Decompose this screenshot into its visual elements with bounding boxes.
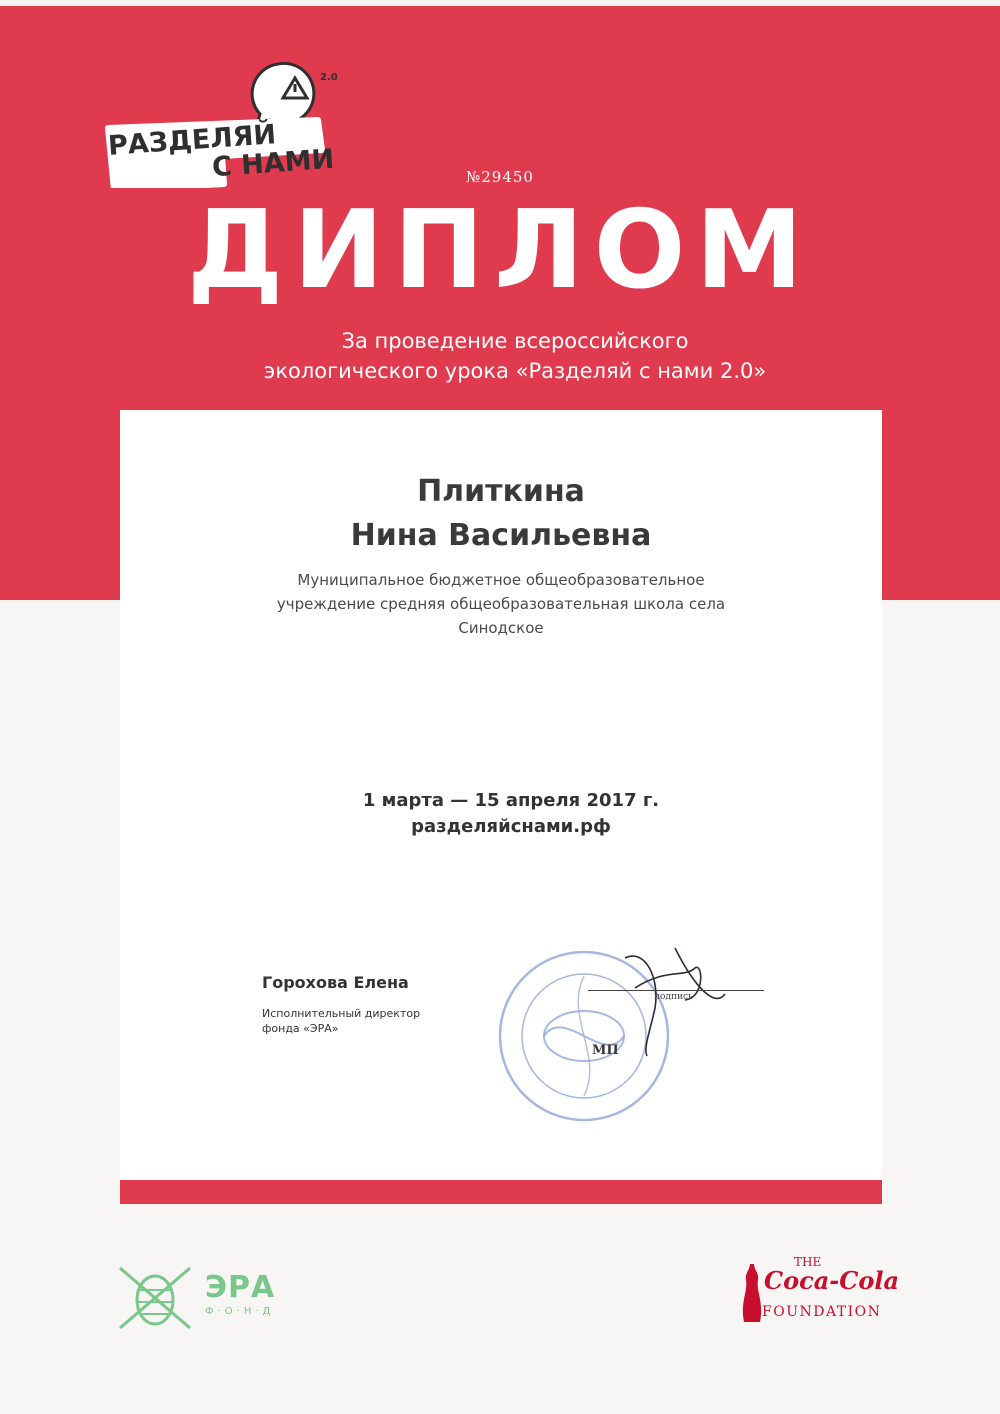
org-line1: Муниципальное бюджетное общеобразовательное bbox=[297, 571, 705, 589]
logo-line2: С НАМИ bbox=[211, 143, 336, 184]
recipient-surname: Плиткина bbox=[417, 474, 585, 509]
subtitle-line2: экологического урока «Разделяй с нами 2.0» bbox=[263, 359, 767, 383]
org-line3: Синодское bbox=[458, 619, 544, 637]
diploma-subtitle bbox=[0, 326, 1000, 386]
signatory-role-line2: фонда «ЭРА» bbox=[262, 1022, 339, 1035]
logo-line1: РАЗДЕЛЯЙ bbox=[107, 119, 278, 162]
signature-line bbox=[588, 990, 764, 991]
org-line2: учреждение средняя общеобразовательная школа села bbox=[276, 595, 726, 613]
event-info bbox=[120, 788, 902, 840]
scan-edge bbox=[0, 0, 1000, 6]
event-website: разделяйснами.рф bbox=[411, 816, 611, 837]
event-dates: 1 марта — 15 апреля 2017 г. bbox=[362, 790, 660, 811]
era-name: ЭРА bbox=[205, 1270, 276, 1305]
coke-foundation: FOUNDATION bbox=[762, 1304, 882, 1320]
bleed-through-text bbox=[0, 845, 1000, 891]
seal-mark: МП bbox=[592, 1043, 619, 1058]
recipient-given-names: Нина Васильевна bbox=[350, 518, 652, 553]
recipient-organization bbox=[150, 568, 852, 640]
logo-version: 2.0 bbox=[320, 72, 338, 83]
coke-brand: Coca-Cola bbox=[764, 1266, 900, 1295]
diploma-number: №29450 bbox=[466, 168, 534, 186]
signature-caption: подпись bbox=[654, 992, 693, 1002]
signatory-name: Горохова Елена bbox=[262, 973, 409, 992]
subtitle-line1: За проведение всероссийского bbox=[341, 329, 689, 353]
diploma-title: ДИПЛОМ bbox=[187, 188, 813, 313]
coke-the: THE bbox=[794, 1255, 822, 1269]
card-bottom-strip bbox=[120, 1180, 882, 1204]
signatory-role bbox=[262, 1006, 462, 1036]
era-subtitle: Ф·О·Н·Д bbox=[205, 1306, 275, 1317]
signatory-role-line1: Исполнительный директор bbox=[262, 1007, 421, 1020]
recipient-name bbox=[120, 470, 882, 558]
